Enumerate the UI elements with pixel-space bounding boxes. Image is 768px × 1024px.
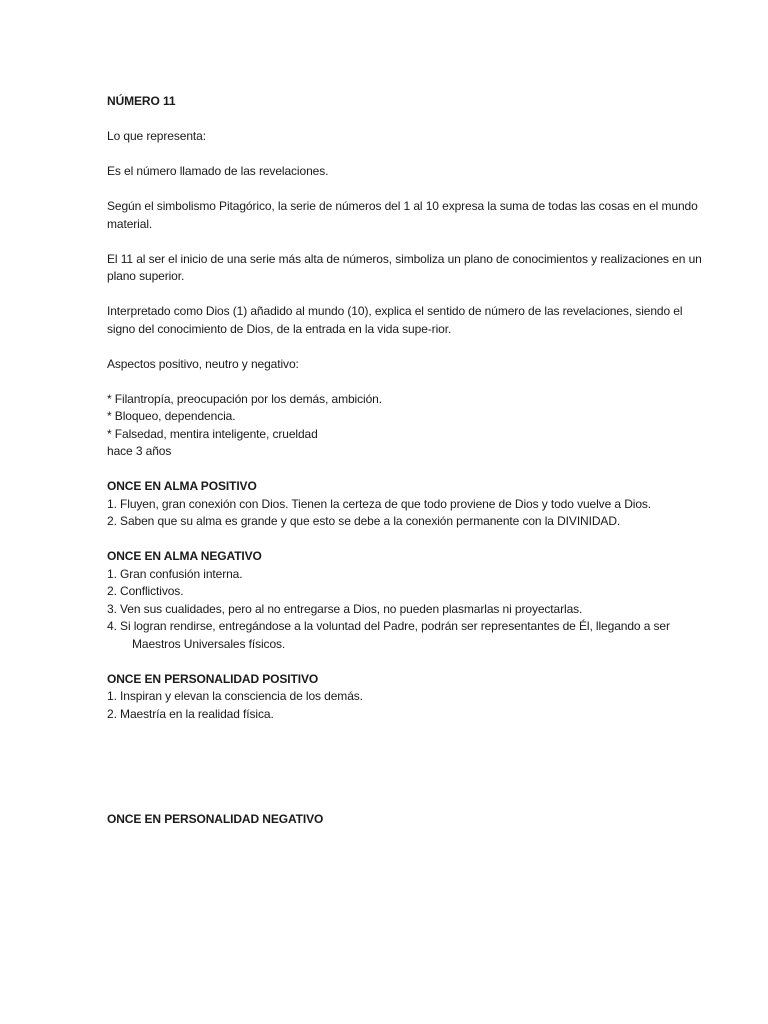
section-list xyxy=(107,496,708,531)
section-heading: ONCE EN PERSONALIDAD NEGATIVO xyxy=(107,811,324,826)
paragraph: Interpretado como Dios (1) añadido al mundo (10), explica el sentido de número de las revelaciones, siendo el signo del conocimiento de Dios, de la entrada en la vida supe-rior. xyxy=(107,304,683,336)
list-item: 2. Maestría en la realidad física. xyxy=(107,706,274,721)
section-heading: ONCE EN PERSONALIDAD POSITIVO xyxy=(107,671,319,686)
aspects-label: Aspectos positivo, neutro y negativo: xyxy=(107,356,299,371)
timestamp: hace 3 años xyxy=(107,444,172,458)
list-item: 1. Gran confusión interna. xyxy=(107,566,243,581)
paragraph: Es el número llamado de las revelaciones. xyxy=(107,164,329,178)
section-heading: ONCE EN ALMA POSITIVO xyxy=(107,479,257,493)
represents-label: Lo que representa: xyxy=(107,129,206,143)
aspects-list xyxy=(107,391,708,461)
section-list xyxy=(107,688,708,723)
paragraph: Según el simbolismo Pitagórico, la serie de números del 1 al 10 expresa la suma de todas las cosas en el mundo material. xyxy=(107,199,698,231)
aspect-item: * Falsedad, mentira inteligente, crueldad xyxy=(107,426,318,441)
paragraph: El 11 al ser el inicio de una serie más alta de números, simboliza un plano de conocimientos y realizaciones en un plano superior. xyxy=(107,251,702,283)
list-item: 2. Saben que su alma es grande y que esto se debe a la conexión permanente con la DIVINIDAD. xyxy=(107,514,621,528)
list-item: 1. Inspiran y elevan la consciencia de los demás. xyxy=(107,689,363,703)
aspect-item: * Filantropía, preocupación por los demás, ambición. xyxy=(107,391,382,406)
document-title: NÚMERO 11 xyxy=(107,94,176,108)
blank-space xyxy=(107,723,708,793)
list-item: 3. Ven sus cualidades, pero al no entregarse a Dios, no pueden plasmarlas ni proyectarlas. xyxy=(107,601,583,616)
section-list xyxy=(107,566,708,654)
section-heading: ONCE EN ALMA NEGATIVO xyxy=(107,549,262,563)
aspect-item: * Bloqueo, dependencia. xyxy=(107,409,236,423)
list-item: 1. Fluyen, gran conexión con Dios. Tienen la certeza de que todo proviene de Dios y todo vuelve a Dios. xyxy=(107,496,652,511)
list-item: 4. Si logran rendirse, entregándose a la voluntad del Padre, podrán ser representantes de Él, llegando a ser Maestros Universales físicos. xyxy=(107,619,670,651)
list-item: 2. Conflictivos. xyxy=(107,584,184,598)
